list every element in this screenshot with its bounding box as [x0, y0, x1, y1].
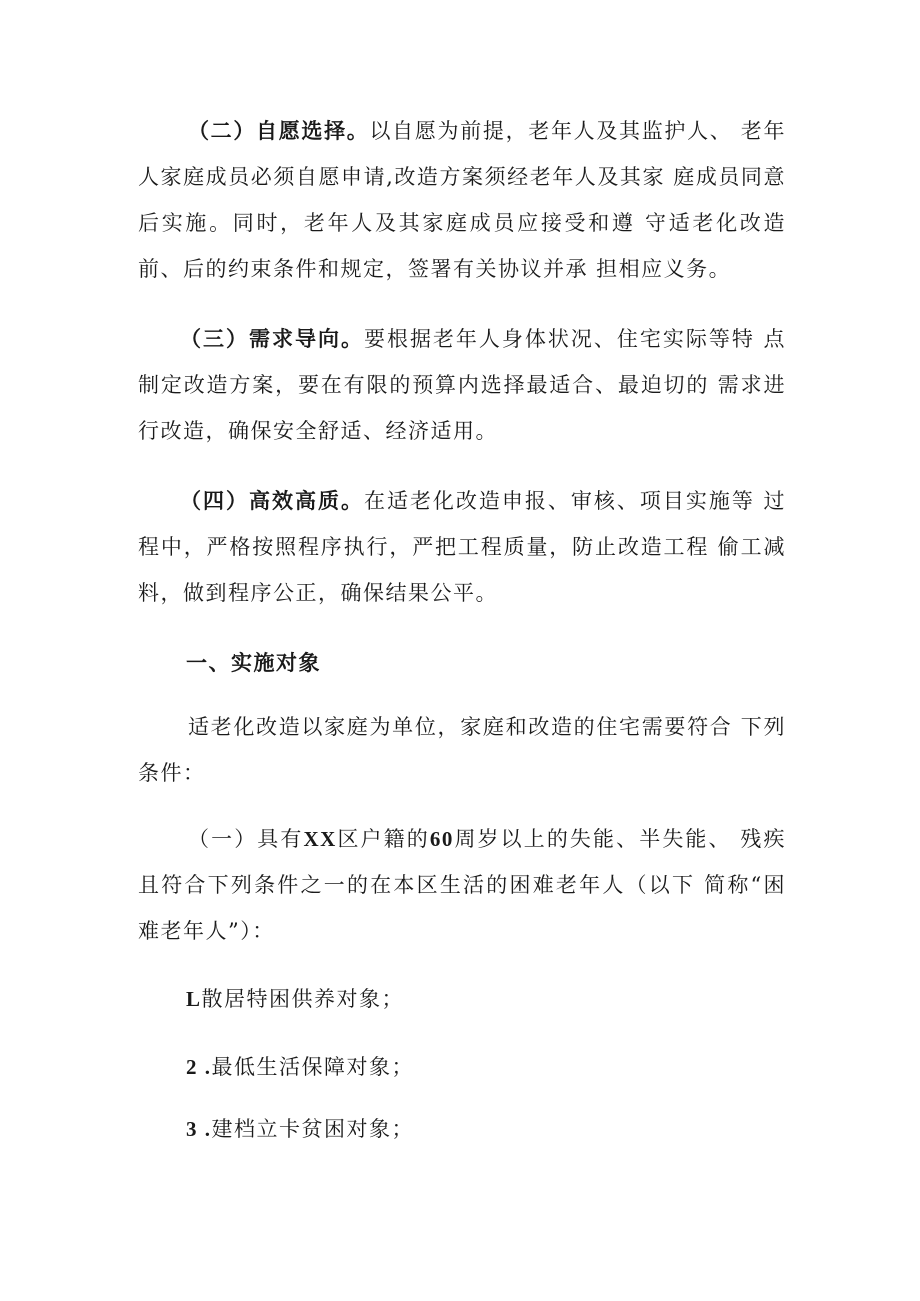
paragraph-body: 以自愿为前提，老年人及其监护人、 老年人家庭成员必须自愿申请,改造方案须经老年人及其家 庭成员同意后实施。同时，老年人及其家庭成员应接受和遵 守适老化改造前、后的约束条件和规定，签署有关协议并承 担相应义务。: [138, 119, 786, 281]
condition-mid: 区户籍的: [336, 827, 430, 851]
list-item: [186, 1044, 414, 1090]
paragraph-body: 要根据老年人身体状况、住宅实际等特 点制定改造方案，要在有限的预算内选择最适合、最迫切的 需求进行改造，确保安全舒适、经济适用。: [138, 327, 786, 443]
list-item-number: 2 .: [186, 1055, 212, 1079]
paragraph-lead: （二）自愿选择。: [188, 118, 370, 143]
paragraph-voluntary-choice: [138, 108, 786, 292]
list-item-number: 3 .: [186, 1117, 212, 1141]
paragraph-high-efficiency: [138, 478, 786, 616]
list-item-text: 建档立卡贫困对象；: [211, 1117, 414, 1141]
paragraph-lead: （四）高效高质。: [180, 488, 364, 513]
list-item-text: 最低生活保障对象；: [211, 1055, 414, 1079]
list-item-number: L: [186, 987, 202, 1011]
paragraph-demand-oriented: [138, 316, 786, 454]
list-item: [186, 1106, 414, 1152]
condition-prefix: （一）具有: [188, 827, 304, 851]
list-item-text: 散居特困供养对象；: [201, 987, 405, 1011]
paragraph-condition: [138, 816, 786, 954]
condition-rest: 周岁以上的失能、半失能、 残疾且符合下列条件之一的在本区生活的困难老年人（以下 简称“困难老年人”）：: [138, 827, 786, 943]
section-heading: 一、实施对象: [186, 650, 321, 675]
condition-age: 60: [429, 827, 454, 851]
condition-region: XX: [303, 827, 337, 851]
paragraph-body: 在适老化改造申报、审核、项目实施等 过程中，严格按照程序执行，严把工程质量，防止改造工程 偷工减料，做到程序公正，确保结果公平。: [138, 489, 786, 605]
list-item: [186, 976, 404, 1022]
paragraph-lead: （三）需求导向。: [180, 326, 364, 351]
paragraph-intro: 适老化改造以家庭为单位，家庭和改造的住宅需要符合 下列条件：: [138, 715, 786, 785]
